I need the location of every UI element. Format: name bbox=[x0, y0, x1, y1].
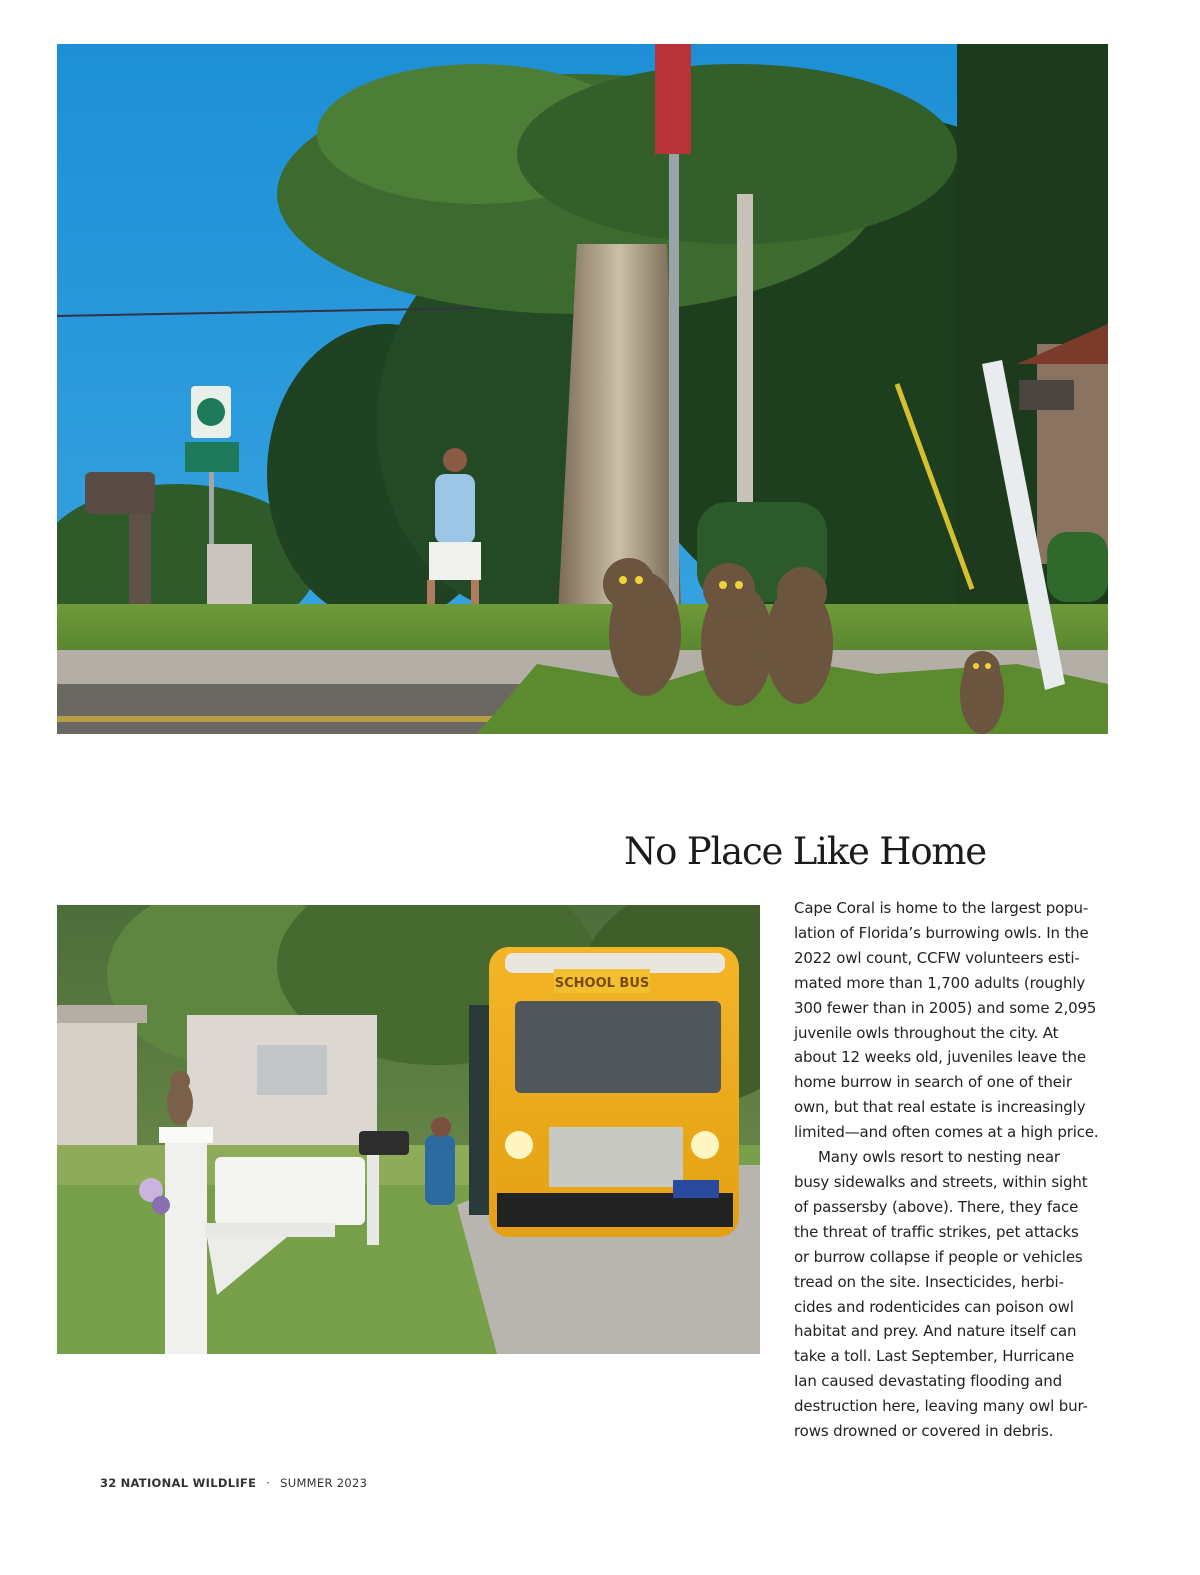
article-body bbox=[794, 896, 1124, 1444]
body-line: own, but that real estate is increasingly bbox=[794, 1098, 1086, 1117]
owl-mailbox-school-bus-scene bbox=[57, 905, 760, 1354]
body-line: limited—and often comes at a high price. bbox=[794, 1123, 1099, 1142]
top-photo bbox=[57, 44, 1108, 734]
body-line: the threat of traffic strikes, pet attacks bbox=[794, 1222, 1079, 1241]
body-line: home burrow in search of one of their bbox=[794, 1073, 1072, 1092]
body-line: about 12 weeks old, juveniles leave the bbox=[794, 1048, 1086, 1067]
body-line: juvenile owls throughout the city. At bbox=[794, 1023, 1059, 1042]
body-line: Ian caused devastating flooding and bbox=[794, 1372, 1062, 1391]
body-line: or burrow collapse if people or vehicles bbox=[794, 1247, 1083, 1266]
bus-sign: SCHOOL BUS bbox=[554, 976, 650, 991]
issue-date: SUMMER 2023 bbox=[280, 1476, 368, 1490]
body-line: tread on the site. Insecticides, herbi- bbox=[794, 1272, 1064, 1291]
body-line: destruction here, leaving many owl bur- bbox=[794, 1397, 1088, 1416]
publication-name: NATIONAL WILDLIFE bbox=[120, 1476, 257, 1490]
body-line: take a toll. Last September, Hurricane bbox=[794, 1347, 1075, 1366]
body-line: 300 fewer than in 2005) and some 2,095 bbox=[794, 998, 1097, 1017]
page-footer bbox=[100, 1476, 367, 1490]
page-number: 32 bbox=[100, 1476, 117, 1490]
body-line: mated more than 1,700 adults (roughly bbox=[794, 973, 1086, 992]
body-line: busy sidewalks and streets, within sight bbox=[794, 1172, 1088, 1191]
article-title: No Place Like Home bbox=[624, 830, 986, 873]
body-line: cides and rodenticides can poison owl bbox=[794, 1297, 1074, 1316]
owls-street-scene bbox=[57, 44, 1108, 734]
footer-separator: · bbox=[266, 1476, 271, 1490]
body-line: lation of Florida’s burrowing owls. In the bbox=[794, 923, 1089, 942]
body-line: Cape Coral is home to the largest popu- bbox=[794, 899, 1089, 917]
body-line: of passersby (above). There, they face bbox=[794, 1197, 1079, 1216]
body-line: rows drowned or covered in debris. bbox=[794, 1422, 1054, 1441]
bottom-photo bbox=[57, 905, 760, 1354]
body-line: habitat and prey. And nature itself can bbox=[794, 1322, 1077, 1341]
body-line: Many owls resort to nesting near bbox=[818, 1148, 1060, 1167]
body-line: 2022 owl count, CCFW volunteers esti- bbox=[794, 948, 1080, 967]
